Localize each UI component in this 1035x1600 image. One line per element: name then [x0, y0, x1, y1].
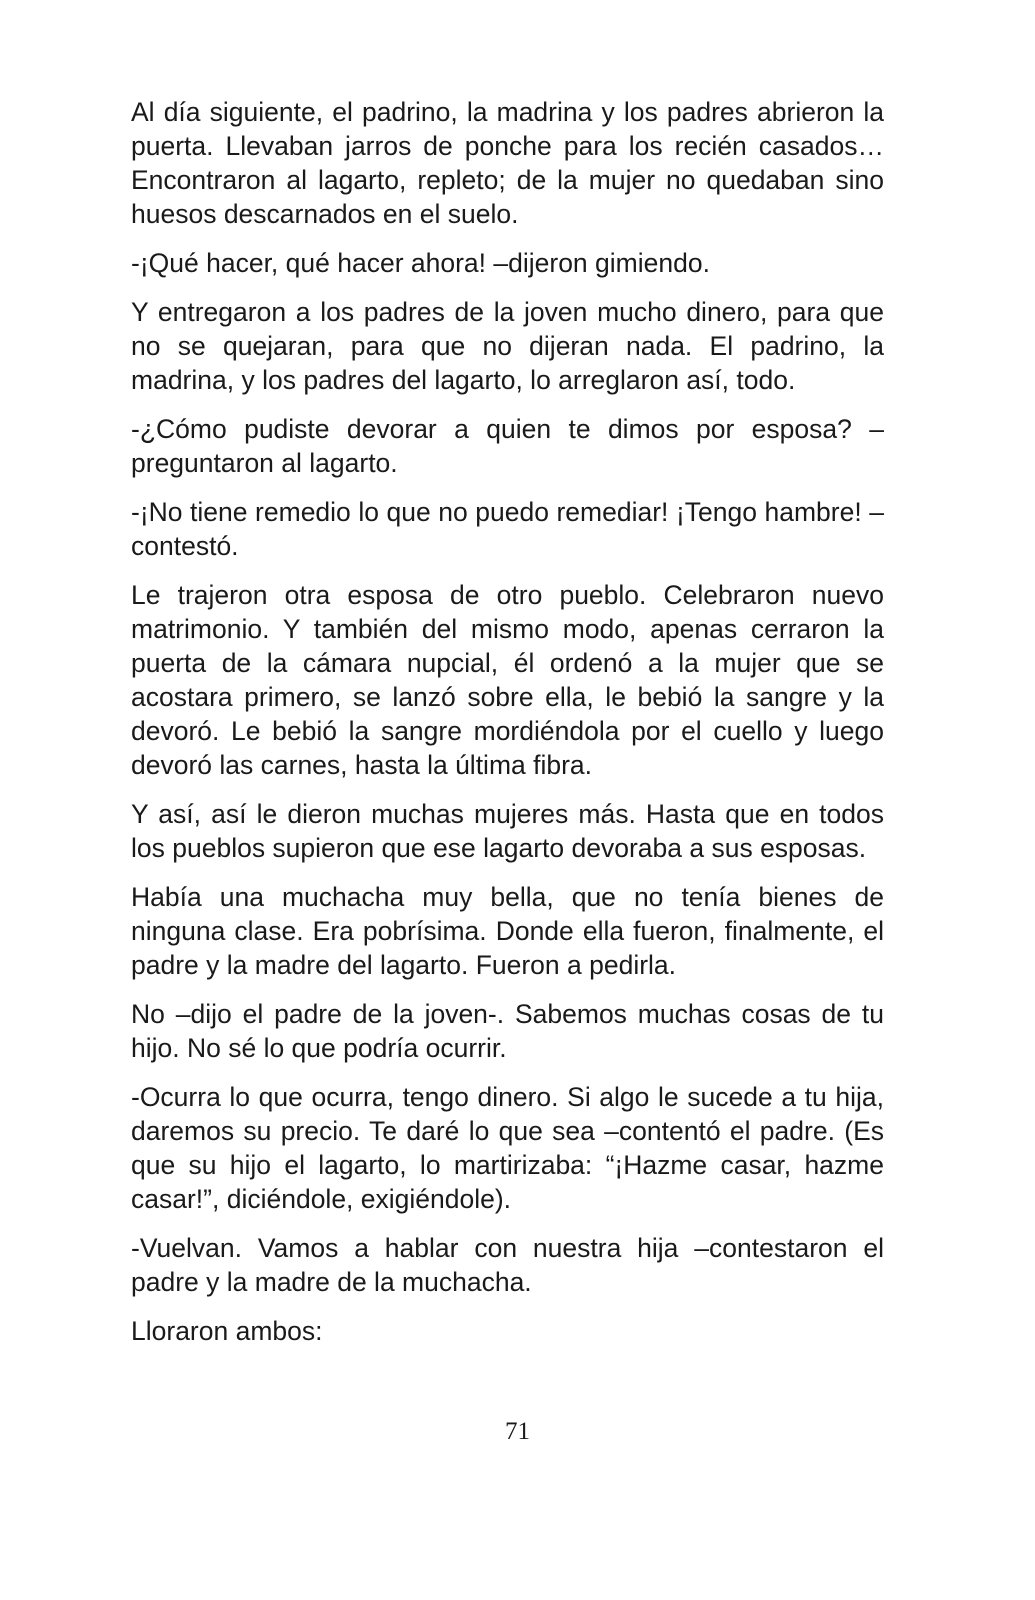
paragraph: Había una muchacha muy bella, que no tenía bienes de ninguna clase. Era pobrísima. Donde ella fueron, finalmente, el padre y la madre del lagarto. Fueron a pedirla.: [131, 882, 884, 980]
paragraph: -¿Cómo pudiste devorar a quien te dimos por esposa? –preguntaron al lagarto.: [131, 414, 884, 478]
paragraph: -¡Qué hacer, qué hacer ahora! –dijeron gimiendo.: [131, 248, 710, 278]
page-number: 71: [505, 1418, 530, 1445]
paragraph: Lloraron ambos:: [131, 1316, 323, 1346]
paragraph: Y así, así le dieron muchas mujeres más. Hasta que en todos los pueblos supieron que ese lagarto devoraba a sus esposas.: [131, 799, 884, 863]
paragraph: -Ocurra lo que ocurra, tengo dinero. Si algo le sucede a tu hija, daremos su precio. Te daré lo que sea –contentó el padre. (Es que su hijo el lagarto, lo martirizaba: “¡Hazme casar, hazme casar!”, diciéndole, exigiéndole).: [131, 1082, 884, 1214]
paragraph: -¡No tiene remedio lo que no puedo remediar! ¡Tengo hambre! –contestó.: [131, 497, 884, 561]
body-text: [131, 95, 884, 1363]
paragraph: No –dijo el padre de la joven-. Sabemos muchas cosas de tu hijo. No sé lo que podría ocurrir.: [131, 999, 884, 1063]
paragraph: Le trajeron otra esposa de otro pueblo. Celebraron nuevo matrimonio. Y también del mismo modo, apenas cerraron la puerta de la cámara nupcial, él ordenó a la mujer que se acostara primero, se lanzó sobre ella, le bebió la sangre y la devoró. Le bebió la sangre mordiéndola por el cuello y luego devoró las carnes, hasta la última fibra.: [131, 580, 884, 780]
paragraph: Y entregaron a los padres de la joven mucho dinero, para que no se quejaran, para que no dijeran nada. El padrino, la madrina, y los padres del lagarto, lo arreglaron así, todo.: [131, 297, 884, 395]
paragraph: -Vuelvan. Vamos a hablar con nuestra hija –contestaron el padre y la madre de la muchacha.: [131, 1233, 884, 1297]
paragraph: Al día siguiente, el padrino, la madrina y los padres abrieron la puerta. Llevaban jarros de ponche para los recién casados… Encontraron al lagarto, repleto; de la mujer no quedaban sino huesos descarnados en el suelo.: [131, 97, 884, 229]
